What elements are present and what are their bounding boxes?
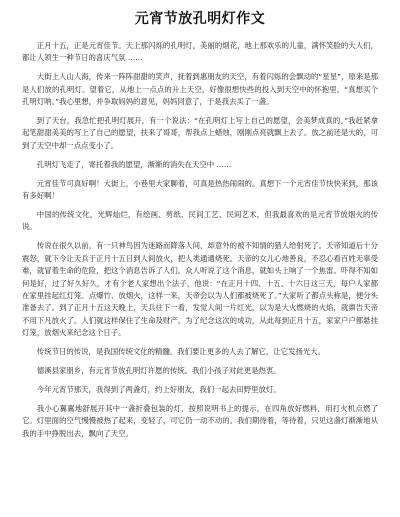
paragraph: 到了天台，我急忙把孔明灯展开，有一个说法：“在孔明灯上写上自己的愿望，会美梦成真的。”我赶紧拿起笔甜甜美美的写上了自己的愿望，扶来了哥哥，帮我点上蜡烛，刚刚点亮就飘上去了。放之前还是大的，可到了天空中却一点点变小了。 [22,116,378,150]
paragraph: 我小心翼翼地舒展开其中一盏折叠包装的灯，按照说明书上的提示，在四角放好燃料，用打火机点燃了它。灯里面的空气慢慢被热了起来，变轻了，可它仍一动不动的。我们期待着，等待着，只见这盏灯渐渐地从我的手中挣脱出去，飘向了天空。 [22,403,378,438]
document-title: 元宵节放孔明灯作文 [134,11,266,27]
paragraph: 元宵佳节可真好啊！大街上，小巷里大家聊着，可真是热热闹闹的。真想下一个元宵佳节快快来到，那该有多好啊！ [22,178,378,201]
paragraph: 传统节日的传说，是我国传统文化的精髓。我们要让更多的人去了解它，让它发扬光大。 [36,347,326,357]
paragraph: 正月十五，正是元宵佳节。天上那闪烁的孔明灯，美丽的烟花，地上那欢乐的儿童，满怀笑脸的大人们，都让人领生一种节日的喜庆气氛 …… [22,41,378,63]
paragraph: 中国的传统文化，光辉灿烂，有绘画、剪纸、民间工艺、民间艺术，但我最喜欢的是元宵节放烟火的传说。 [22,209,378,232]
paragraph: 德溪县家朋乡，有元宵节放孔明灯许愿的传统。我们小孩子对此更是热衷。 [36,365,281,375]
paragraph: 传说在很久以前，有一只神鸟因为迷路而降落人间，却意外的被不知情的猎人给射死了。天帝知道后十分震怒，就下令让天兵于正月十五日到人间放火，把人类通通烧死。天帝的女儿心地善良，不忍心看百姓无辜受难，就冒着生命的危险，把这个消息告诉了人们。众人听说了这个消息，就如头上响了一个焦雷。吓得不知如何是好，过了好久好久，才有个老人家想出个法子，他说：“在正月十四、十五、十六日这三天，每户人家都在家里挂起红灯笼、点爆竹、放烟火，这样一来，天帝会以为人们都被烧死了。”大家听了都点头称是，便分头准备去了。到了正月十五这天晚上，天兵往下一看，发觉人间一片红光，以为是大火燃烧的火焰，就禀告天帝不用下凡放火了。人们就这样保住了生命及财产。为了纪念这次的成功，从此每到正月十五，家家户户都悬挂灯笼，放烟火来纪念这个日子。 [22,241,378,338]
paragraph: 大街上人山人海，传来一阵阵甜甜的笑声，抚着到惠朋友的天空，有着闪烁的会飘动的“星星”，原来是那是人们放的孔明灯。望着它，从地上一点点的升上天空，好像很想快些的投入到天空中的怀抱里。“真想买个孔明灯呐。”我心里想，并争取妈妈的意见，妈妈同意了，于是我去买了一盏。 [22,72,378,107]
paragraph: 今年元宵节那天，我得到了两盏灯，约上好朋友，我们一起去田野里放灯。 [36,384,281,394]
paragraph: 孔明灯飞走了，寄托着我的愿望，渐渐的消失在天空中 …… [36,159,232,169]
